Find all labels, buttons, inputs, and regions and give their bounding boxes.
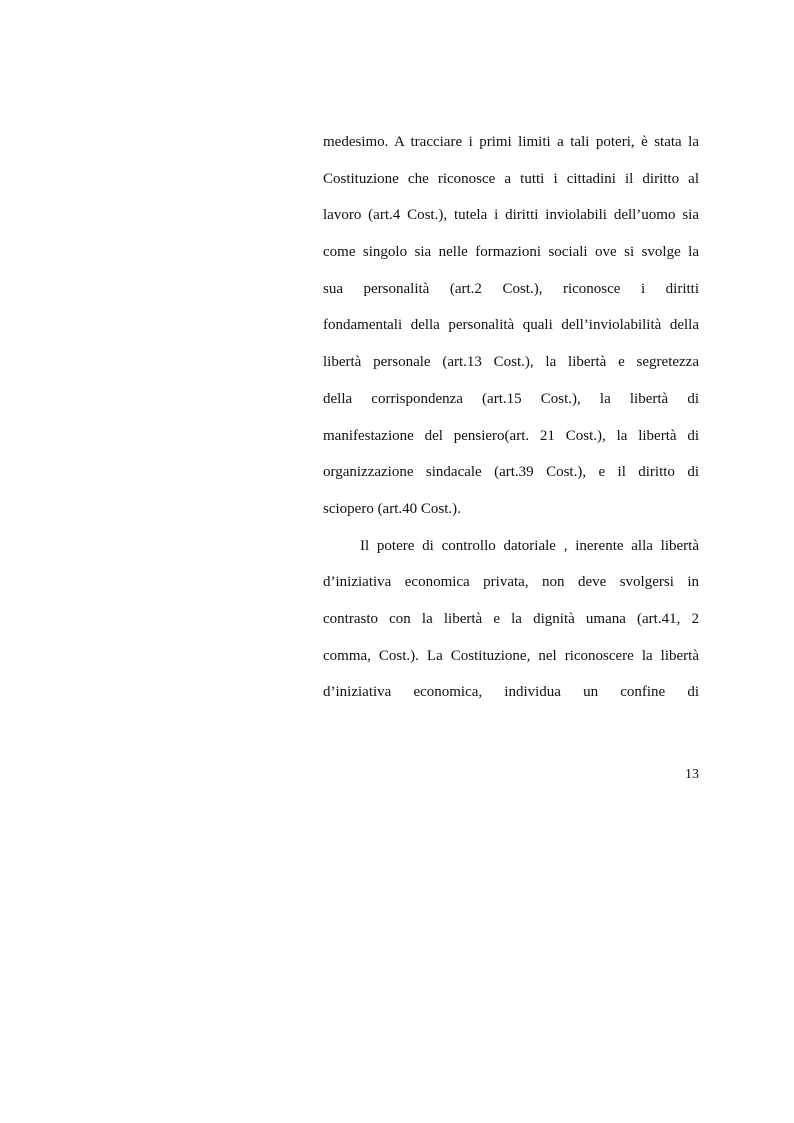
text-line: d’iniziativa economica, individua un confine di [323,684,699,701]
text-line: fondamentali della personalità quali dell’inviolabilità della [323,317,699,334]
text-line: sciopero (art.40 Cost.). [323,500,461,517]
text-line: d’iniziativa economica privata, non deve svolgersi in [323,574,699,591]
text-line: libertà personale (art.13 Cost.), la libertà e segretezza [323,354,699,371]
text-line: contrasto con la libertà e la dignità umana (art.41, 2 [323,610,699,627]
page-number: 13 [685,767,699,782]
text-line: comma, Cost.). La Costituzione, nel riconoscere la libertà [323,647,699,664]
text-line: medesimo. A tracciare i primi limiti a tali poteri, è stata la [323,134,699,150]
text-line: della corrispondenza (art.15 Cost.), la libertà di [323,390,699,407]
text-line: sua personalità (art.2 Cost.), riconosce i diritti [323,280,699,297]
text-line: come singolo sia nelle formazioni sociali ove si svolge la [323,244,699,261]
text-line: Il potere di controllo datoriale , inerente alla libertà [360,537,699,554]
text-line: manifestazione del pensiero(art. 21 Cost.), la libertà di [323,427,699,444]
body-text [323,129,699,716]
text-line: lavoro (art.4 Cost.), tutela i diritti inviolabili dell’uomo sia [323,207,699,224]
text-line: Costituzione che riconosce a tutti i cittadini il diritto al [323,170,699,187]
text-line: organizzazione sindacale (art.39 Cost.), e il diritto di [323,464,699,481]
